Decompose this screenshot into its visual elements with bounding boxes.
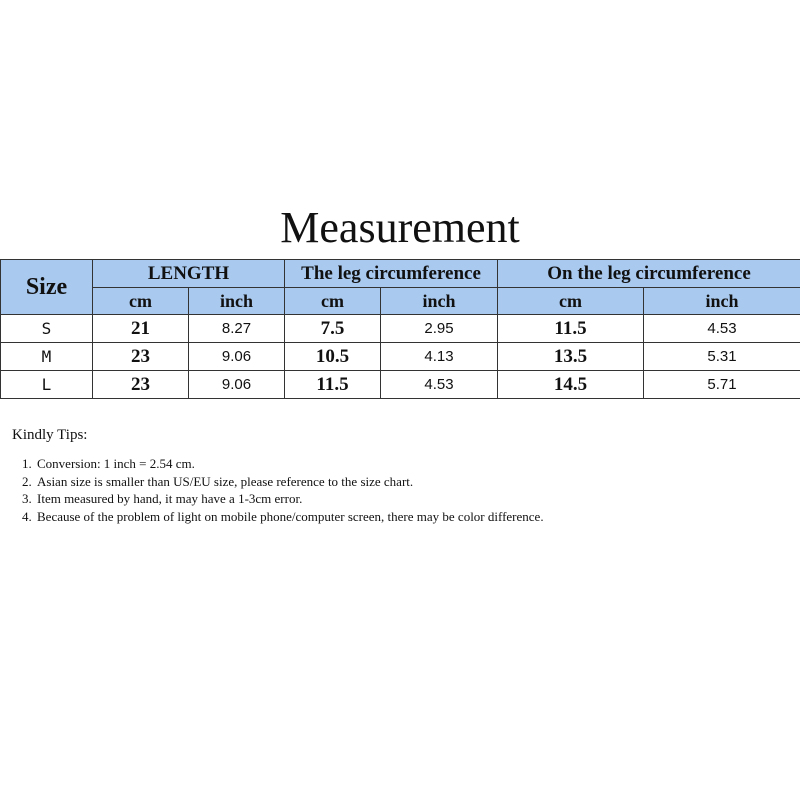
tips-heading: Kindly Tips: <box>12 427 88 443</box>
table-row <box>1 371 800 399</box>
list-item: 1. Conversion: 1 inch = 2.54 cm. <box>35 455 632 473</box>
unit-header: cm <box>93 288 189 315</box>
table-cell: 4.53 <box>644 315 800 343</box>
unit-header: inch <box>189 288 285 315</box>
table-cell: 5.31 <box>644 343 800 371</box>
list-item: 3. Item measured by hand, it may have a 1-3cm error. <box>35 490 632 508</box>
table-cell: 23 <box>93 371 189 399</box>
unit-header: cm <box>498 288 644 315</box>
table-cell: 21 <box>93 315 189 343</box>
table-cell: 14.5 <box>498 371 644 399</box>
size-name-cell: L <box>1 371 93 399</box>
table-cell: 10.5 <box>285 343 381 371</box>
size-name-cell: M <box>1 343 93 371</box>
table-row <box>1 315 800 343</box>
unit-header: inch <box>381 288 498 315</box>
length-group-header: LENGTH <box>93 260 285 288</box>
table-cell: 5.71 <box>644 371 800 399</box>
table-row <box>1 343 800 371</box>
table-cell: 2.95 <box>381 315 498 343</box>
size-chart-table <box>0 259 800 399</box>
table-cell: 11.5 <box>498 315 644 343</box>
table-cell: 4.13 <box>381 343 498 371</box>
table-cell: 9.06 <box>189 343 285 371</box>
table-unit-header-row <box>1 288 800 315</box>
table-cell: 9.06 <box>189 371 285 399</box>
size-column-header: Size <box>1 260 93 315</box>
table-cell: 7.5 <box>285 315 381 343</box>
table-cell: 11.5 <box>285 371 381 399</box>
on-leg-circumference-group-header: On the leg circumference <box>498 260 800 288</box>
unit-header: inch <box>644 288 800 315</box>
table-cell: 4.53 <box>381 371 498 399</box>
table-group-header-row <box>1 260 800 288</box>
unit-header: cm <box>285 288 381 315</box>
table-cell: 8.27 <box>189 315 285 343</box>
leg-circumference-group-header: The leg circumference <box>285 260 498 288</box>
table-cell: 13.5 <box>498 343 644 371</box>
page-title: Measurement <box>280 203 520 252</box>
table-cell: 23 <box>93 343 189 371</box>
kindly-tips <box>12 427 632 525</box>
tips-list <box>12 455 632 525</box>
list-item: 2. Asian size is smaller than US/EU size, please reference to the size chart. <box>35 473 632 491</box>
size-name-cell: S <box>1 315 93 343</box>
list-item: 4. Because of the problem of light on mobile phone/computer screen, there may be color difference. <box>35 508 632 526</box>
